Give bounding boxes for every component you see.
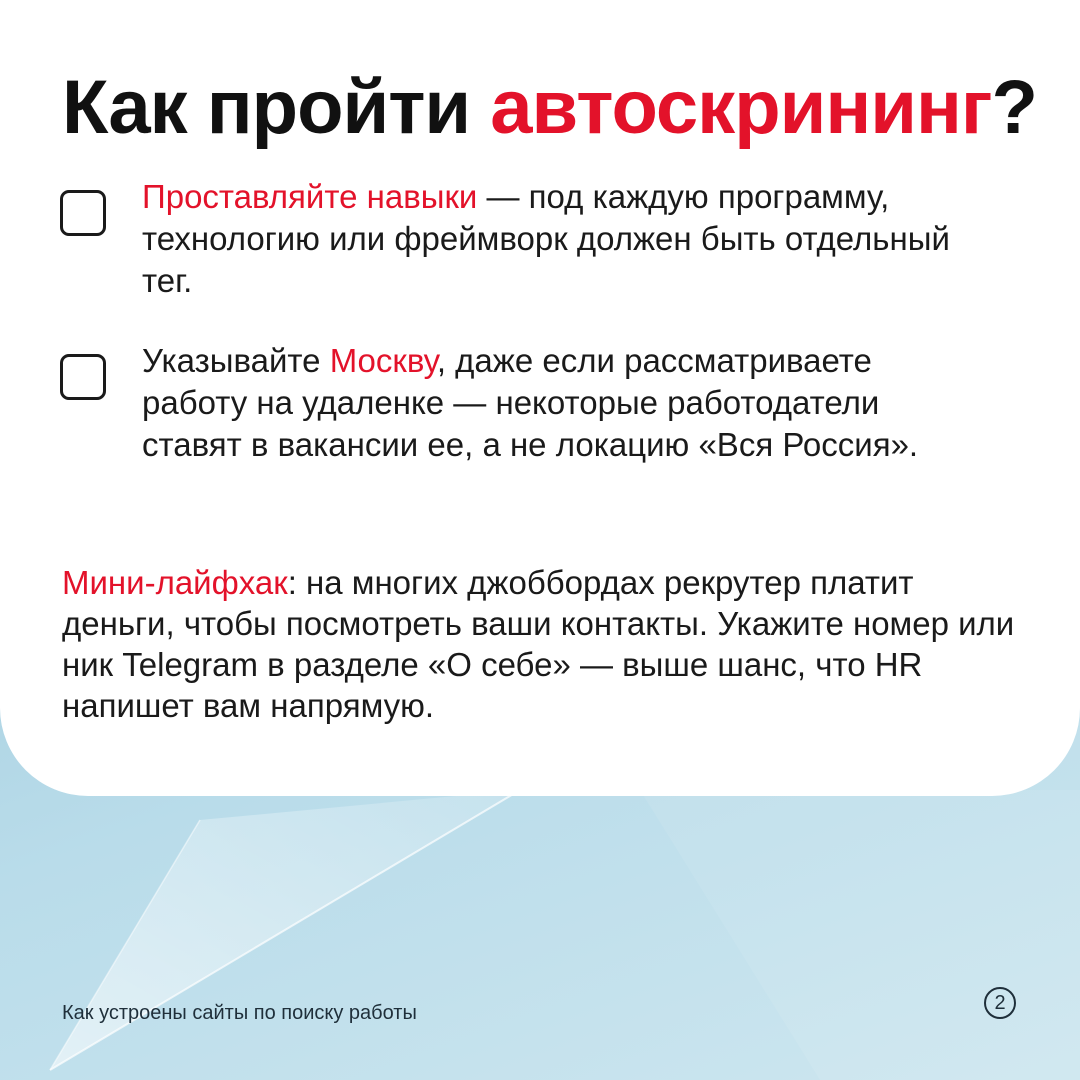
lifehack-tip: [62, 562, 1022, 726]
checklist-item-before: Указывайте: [142, 342, 330, 379]
checklist-item-text: [142, 340, 962, 466]
tip-accent: Мини-лайфхак: [62, 564, 288, 601]
page-number-badge: 2: [984, 987, 1016, 1019]
checklist-item-rest: , даже если рассматриваете работу на удаленке — некоторые работодатели ставят в вакансии ее, а не локацию «Вся Россия».: [142, 342, 919, 463]
footer-caption: Как устроены сайты по поиску работы: [62, 1002, 417, 1024]
checklist-item-text: [142, 176, 962, 302]
checklist-item-rest: — под каждую программу, технологию или фреймворк должен быть отдельный тег.: [142, 178, 950, 299]
checkbox-icon[interactable]: [60, 354, 106, 400]
title-part2: ?: [991, 65, 1037, 150]
title-part1: Как пройти: [62, 65, 491, 150]
tip-rest: : на многих джоббордах рекрутер платит деньги, чтобы посмотреть ваши контакты. Укажите номер или ник Telegram в разделе «О себе» — выше шанс, что HR напишет вам напрямую.: [62, 564, 1015, 724]
checkbox-icon[interactable]: [60, 190, 106, 236]
title-accent: автоскрининг: [490, 65, 992, 150]
checklist-item-accent: Проставляйте навыки: [142, 178, 478, 215]
page-title: [62, 66, 1037, 150]
checklist-item-accent: Москву: [329, 342, 437, 379]
